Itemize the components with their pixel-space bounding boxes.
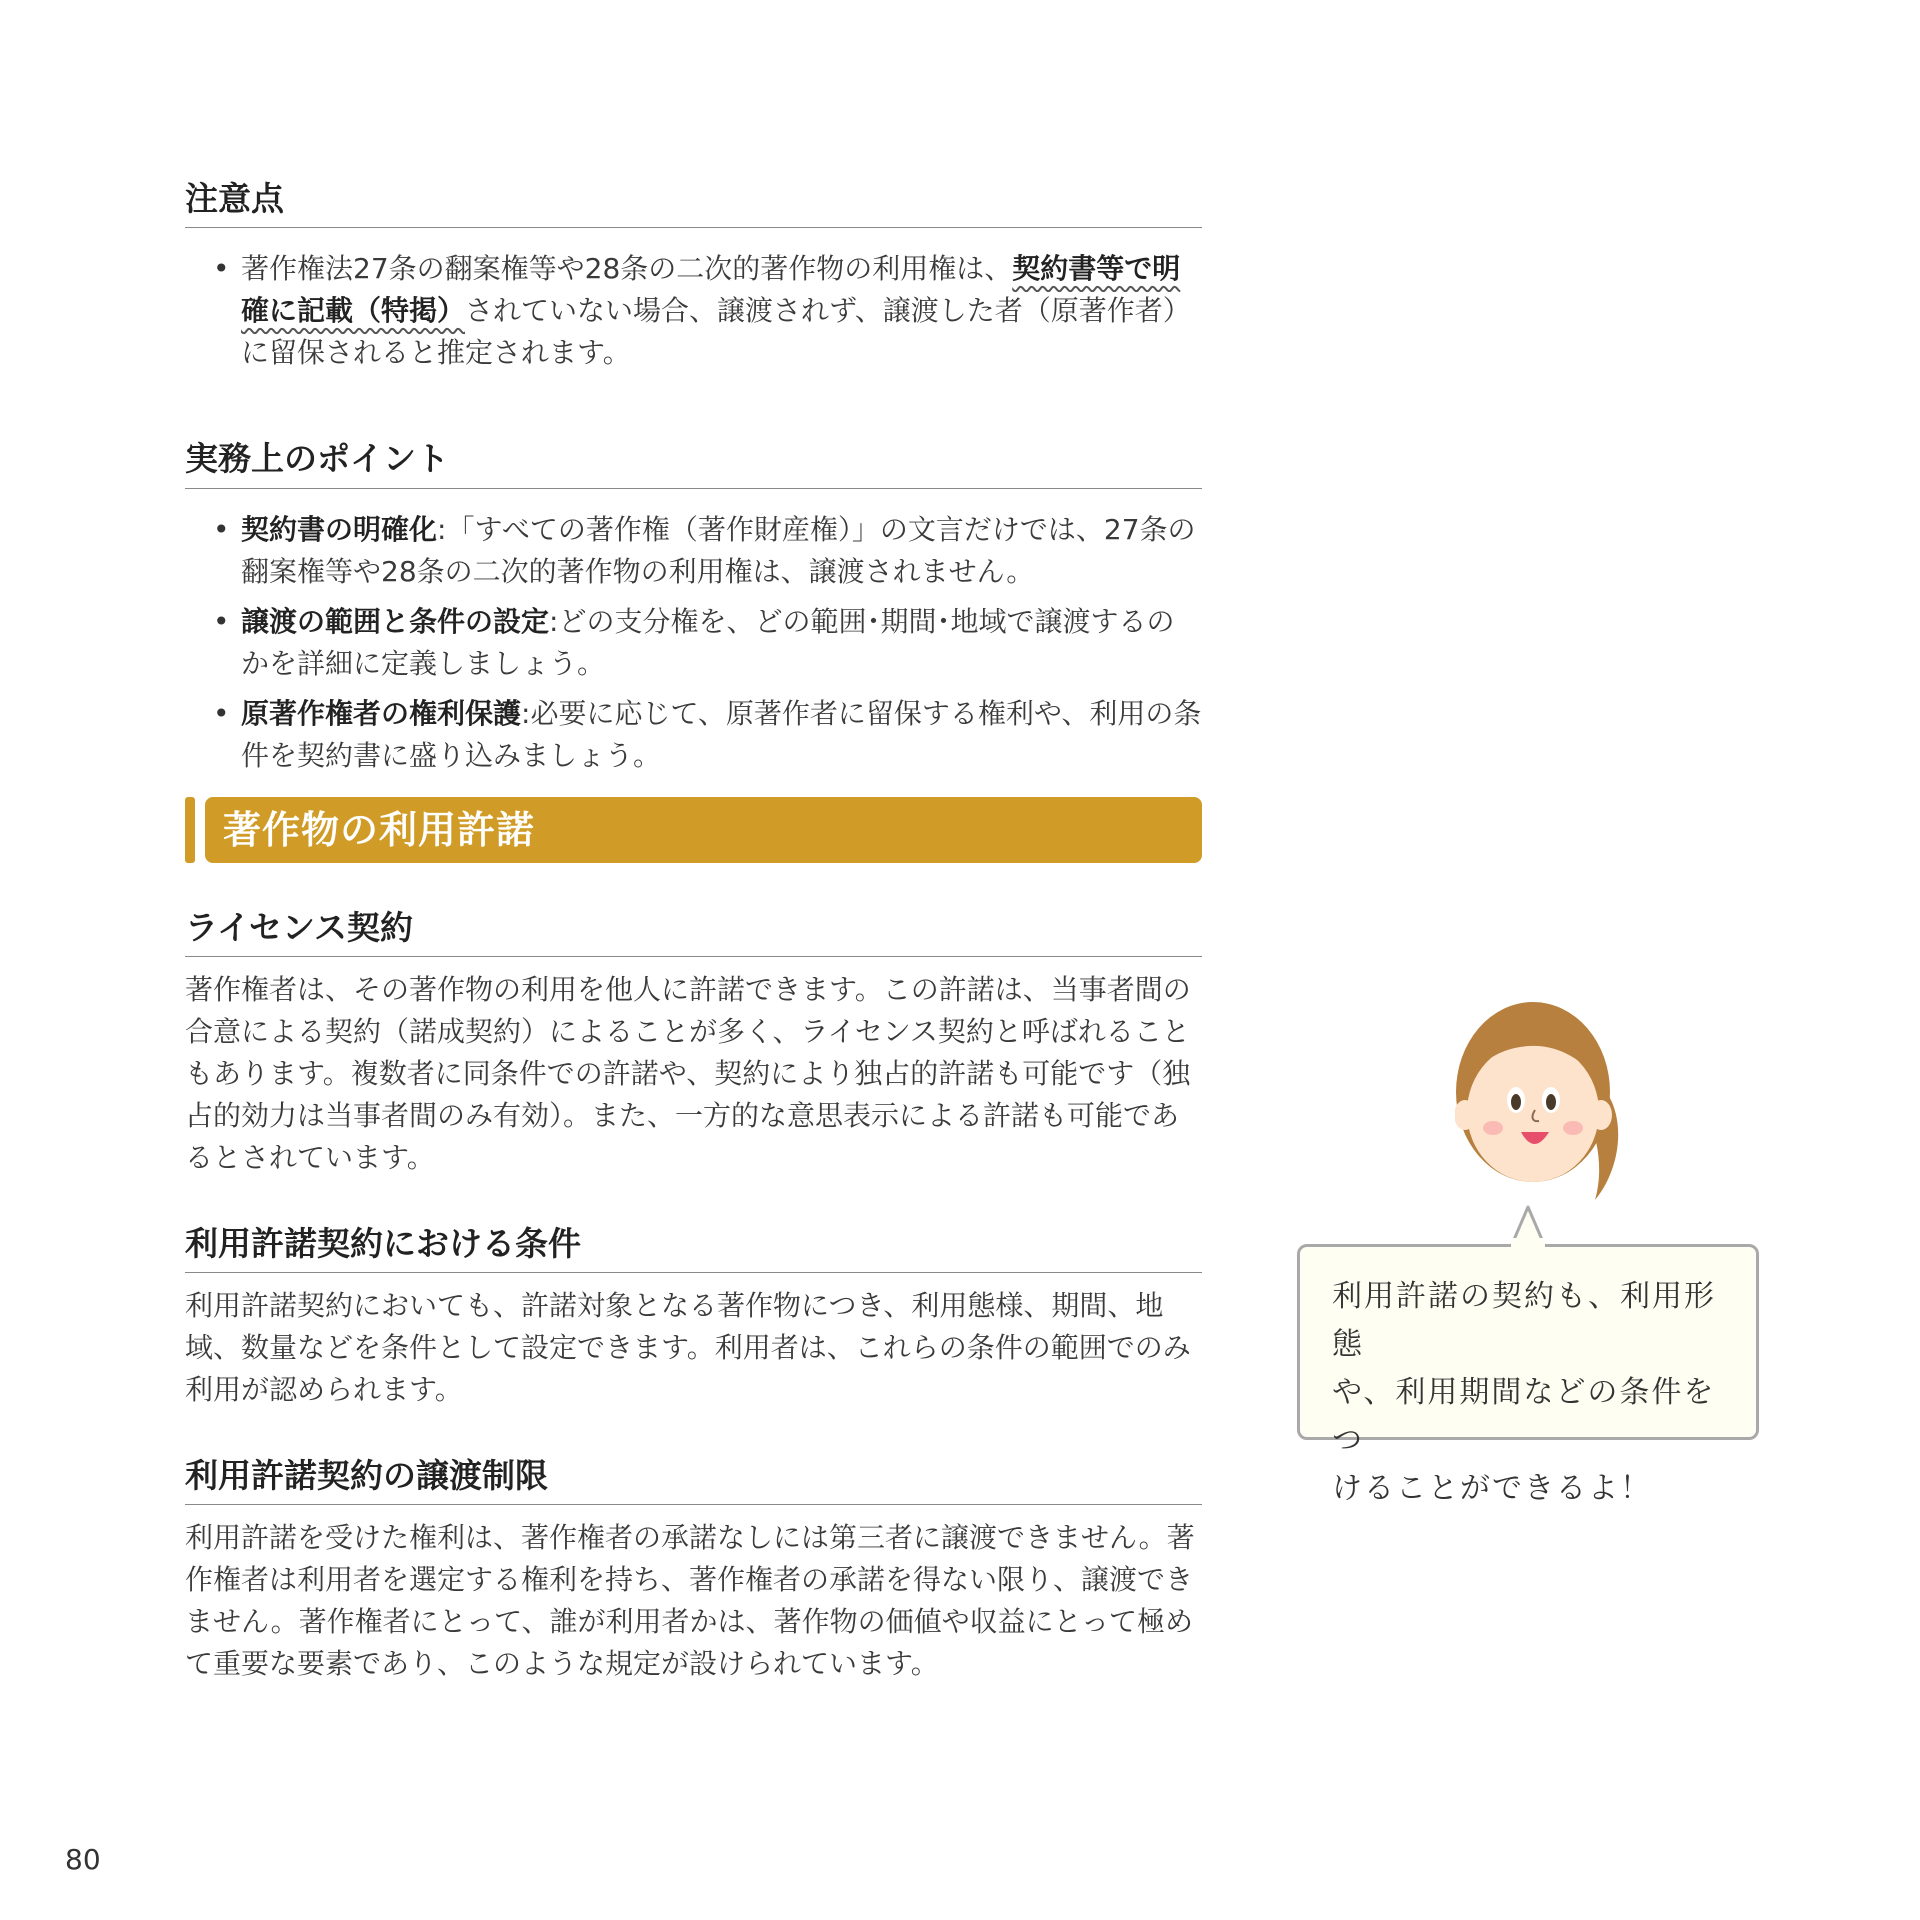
section-banner	[185, 797, 1202, 863]
bubble-line: や、利用期間などの条件をつ	[1332, 1375, 1716, 1458]
transfer-body: 利用許諾を受けた権利は、著作権者の承諾なしには第三者に譲渡できません。著作権者は利用者を選定する権利を持ち、著作権者の承諾を得ない限り、譲渡できません。著作権者にとって、誰が利用者かは、著作物の価値や収益にとって極めて重要な要素であり、このような規定が設けられています。	[185, 1521, 1195, 1681]
emphasized-text: 契約書等で明確に記載（特掲）	[241, 252, 1181, 328]
bullet-text: されていない場合、譲渡されず、譲渡した者（原著作者）に留保されると推定されます。	[241, 294, 1191, 370]
heading-practical-points: 実務上のポイント	[185, 438, 1202, 488]
banner-stripe	[185, 797, 195, 863]
bubble-line: 利用許諾の契約も、利用形態	[1332, 1279, 1716, 1362]
list-item	[185, 693, 1202, 777]
woman-character-illustration	[1455, 1000, 1635, 1210]
license-body: 著作権者は、その著作物の利用を他人に許諾できます。この許諾は、当事者間の合意による契約（諾成契約）によることが多く、ライセンス契約と呼ばれることもあります。複数者に同条件での許諾や、契約により独占的許諾も可能です（独占的効力は当事者間のみ有効）。また、一方的な意思表示による許諾も可能であるとされています。	[185, 972, 1191, 1174]
page-number: 80	[65, 1843, 101, 1876]
bubble-line: けることができるよ！	[1332, 1471, 1652, 1506]
bullet-lead: 原著作権者の権利保護	[241, 696, 522, 730]
speech-bubble	[1297, 1244, 1759, 1506]
bullet-text: 著作権法27条の翻案権等や28条の二次的著作物の利用権は、	[241, 252, 1013, 286]
bullet-text: :「すべての著作権（著作財産権）」の文言だけでは、27条の翻案権等や28条の二次的著作物の利用権は、譲渡されません。	[241, 512, 1196, 588]
list-item	[185, 509, 1202, 593]
main-column	[185, 178, 1202, 1685]
bubble-tail-cover	[1511, 1238, 1545, 1248]
heading-transfer-restriction: 利用許諾契約の譲渡制限	[185, 1455, 1202, 1505]
banner-title: 著作物の利用許諾	[205, 797, 1202, 863]
heading-cautions: 注意点	[185, 178, 1202, 228]
conditions-body: 利用許諾契約においても、許諾対象となる著作物につき、利用態様、期間、地域、数量などを条件として設定できます。利用者は、これらの条件の範囲でのみ利用が認められます。	[185, 1289, 1191, 1406]
bullet-lead: 譲渡の範囲と条件の設定	[241, 604, 550, 638]
bullet-lead: 契約書の明確化	[241, 512, 438, 546]
heading-conditions: 利用許諾契約における条件	[185, 1223, 1202, 1273]
list-item	[185, 601, 1202, 685]
cautions-list	[185, 248, 1202, 374]
heading-license: ライセンス契約	[185, 907, 1202, 957]
list-item	[185, 248, 1202, 374]
practical-points-list	[185, 509, 1202, 777]
bullet-text: :どの支分権を、どの範囲･期間･地域で譲渡するのかを詳細に定義しましょう。	[241, 604, 1175, 680]
bullet-text: :必要に応じて、原著作者に留保する権利や、利用の条件を契約書に盛り込みましょう。	[241, 696, 1202, 772]
